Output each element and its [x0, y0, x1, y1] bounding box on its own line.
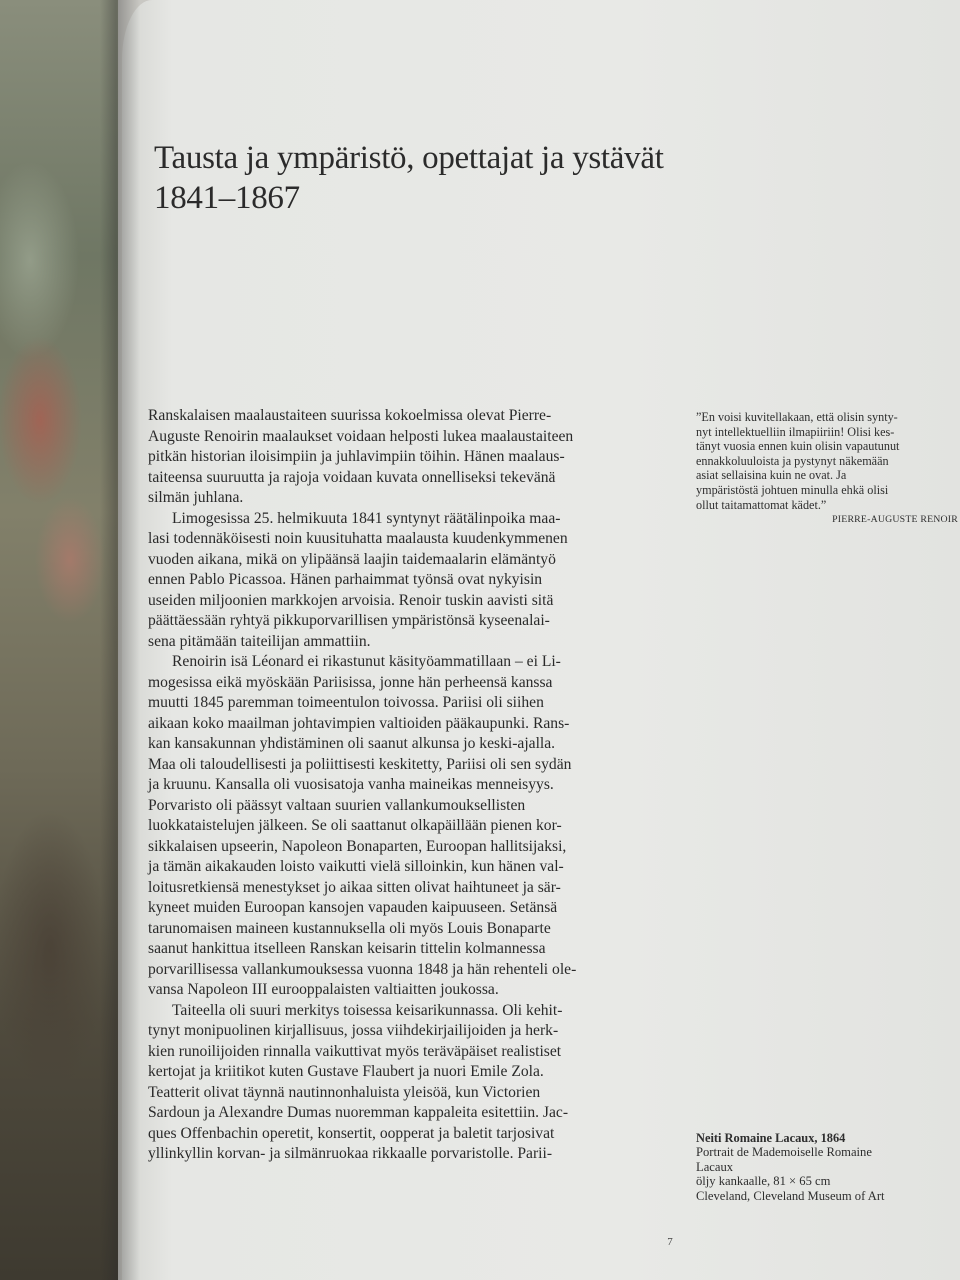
body-text-line: muutti 1845 paremman toimeentulon toivossa. Pariisi oli siihen — [148, 694, 544, 711]
body-text-line: loitusretkiensä menestykset jo aikaa sitten olivat haihtuneet ja sär- — [148, 878, 561, 896]
body-text-line: kyneet muiden Euroopan kansojen vapauden kaipuuseen. Setänsä — [148, 899, 558, 916]
chapter-title-line-1: Tausta ja ympäristö, opettajat ja ystävät — [154, 140, 664, 176]
body-text-line: Limogesissa 25. helmikuuta 1841 syntynyt räätälinpoika maa- — [172, 509, 561, 527]
chapter-title-line-2: 1841–1867 — [154, 180, 300, 216]
caption-line: Lacaux — [696, 1159, 734, 1174]
body-text-line: kertojat ja kriitikot kuten Gustave Flaubert ja nuori Emile Zola. — [148, 1063, 544, 1080]
page-number: 7 — [667, 1236, 673, 1248]
body-text-line: kien runoilijoiden rinnalla vaikuttivat myös teräväpäiset realistiset — [148, 1042, 562, 1060]
body-text-line: päättäessään ryhtyä pikkuporvarillisen ympäristönsä kyseenalai- — [148, 612, 550, 629]
body-text-line: pitkän historian iloisimpiin ja juhlavimpiin töihin. Hänen maalaus- — [148, 448, 565, 465]
body-text-line: taiteensa suuruutta ja rajoja voidaan kuvata onnelliseksi tekevänä — [148, 468, 556, 486]
body-text-line: ja kruunu. Kansalla oli vuosisatoja vanha maineikas menneisyys. — [148, 776, 554, 793]
body-text-line: silmän juhlana. — [148, 489, 244, 506]
body-text-line: kan kansakunnan yhdistäminen oli saanut alkunsa jo keski-ajalla. — [148, 735, 556, 752]
body-text-line: Porvaristo oli päässyt valtaan suurien vallankumouksellisten — [148, 796, 526, 814]
body-text-line: Teatterit olivat täynnä nautinnonhaluista yleisöä, kun Victorien — [148, 1083, 541, 1101]
body-text-line: useiden miljoonien markkojen arvoisia. Renoir tuskin aavisti sitä — [148, 591, 554, 609]
quote-line: nyt intellektuelliin ilmapiiriin! Olisi kes- — [696, 424, 895, 439]
body-text-line: saanut hankittua itselleen Ranskan keisarin tittelin kolmannessa — [148, 940, 546, 957]
quote-line: ”En voisi kuvitellakaan, että olisin synty- — [696, 410, 898, 424]
quote-line: ennakkoluuloista ja pystynyt näkemään — [696, 453, 889, 468]
sidebar-quote — [696, 410, 958, 528]
book-gutter-shadow — [100, 0, 140, 1280]
body-text-line: Maa oli taloudellisesti ja poliittisesti keskitetty, Pariisi oli sen sydän — [148, 755, 572, 773]
body-text-line: Ranskalaisen maalaustaiteen suurissa kokoelmissa olevat Pierre- — [148, 407, 552, 424]
caption-line: Cleveland, Cleveland Museum of Art — [696, 1188, 885, 1203]
chapter-title — [154, 138, 774, 218]
body-text-line: luokkataistelujen jälkeen. Se oli saattanut olkapäillään pienen kor- — [148, 817, 562, 834]
body-text-line: vuoden aikana, mikä on ylipäänsä laajin taidemaalarin elämäntyö — [148, 550, 556, 568]
quote-line: tänyt vuosia ennen kuin olisin vapautunut — [696, 439, 900, 454]
body-text-line: ja tämän aikakauden loisto vaikutti vielä silloinkin, kun hänen val- — [148, 858, 564, 875]
body-text-line: ques Offenbachin operetit, konsertit, oopperat ja baletit tarjosivat — [148, 1124, 555, 1142]
body-text-line: mogesissa eikä myöskään Pariisissa, jonne hän perheensä kanssa — [148, 673, 553, 691]
body-text-line: aikaan koko maailman johtavimpien valtioiden pääkaupunki. Rans- — [148, 714, 570, 732]
body-text-line: porvarillisessa vallankumouksessa vuonna 1848 ja hän rehenteli ole- — [148, 960, 577, 978]
body-text — [148, 406, 678, 1165]
body-text-line: yllinkyllin korvan- ja silmänruokaa rikkaalle porvaristolle. Parii- — [148, 1145, 553, 1162]
caption-line: Portrait de Mademoiselle Romaine — [696, 1145, 872, 1160]
quote-line: ollut taitamattomat kädet.” — [696, 497, 827, 512]
caption-title: Neiti Romaine Lacaux, 1864 — [696, 1131, 846, 1145]
quote-author: PIERRE-AUGUSTE RENOIR — [832, 514, 958, 526]
body-text-line: vansa Napoleon III eurooppalaisten valtiaitten joukossa. — [148, 981, 499, 998]
quote-line: asiat sellaisina kuin ne ovat. Ja — [696, 468, 847, 483]
caption-line: öljy kankaalle, 81 × 65 cm — [696, 1174, 831, 1189]
quote-line: ympäristöstä johtuen minulla ehkä olisi — [696, 482, 889, 497]
body-text-line: sena pitämään taiteilijan ammattiin. — [148, 632, 371, 650]
body-text-line: lasi todennäköisesti noin kuusituhatta maalausta kuudenkymmenen — [148, 530, 568, 547]
body-text-line: Auguste Renoirin maalaukset voidaan helposti lukea maalaustaiteen — [148, 427, 574, 445]
body-text-line: ennen Pablo Picassoa. Hänen parhaimmat työnsä ovat nykyisin — [148, 571, 543, 588]
body-text-line: Sardoun ja Alexandre Dumas nuoremman kappaleita esitettiin. Jac- — [148, 1104, 569, 1121]
body-text-line: tarunomaisen maineen kustannuksella oli myös Louis Bonaparte — [148, 919, 551, 937]
body-text-line: tynyt monipuolinen kirjallisuus, jossa viihdekirjailijoiden ja herk- — [148, 1022, 559, 1039]
body-text-line: Renoirin isä Léonard ei rikastunut käsityöammatillaan – ei Li- — [172, 653, 561, 670]
image-caption — [696, 1131, 958, 1203]
body-text-line: Taiteella oli suuri merkitys toisessa keisarikunnassa. Oli kehit- — [172, 1001, 563, 1019]
body-text-line: sikkalaisen upseerin, Napoleon Bonaparten, Euroopan hallitsijaksi, — [148, 837, 567, 855]
